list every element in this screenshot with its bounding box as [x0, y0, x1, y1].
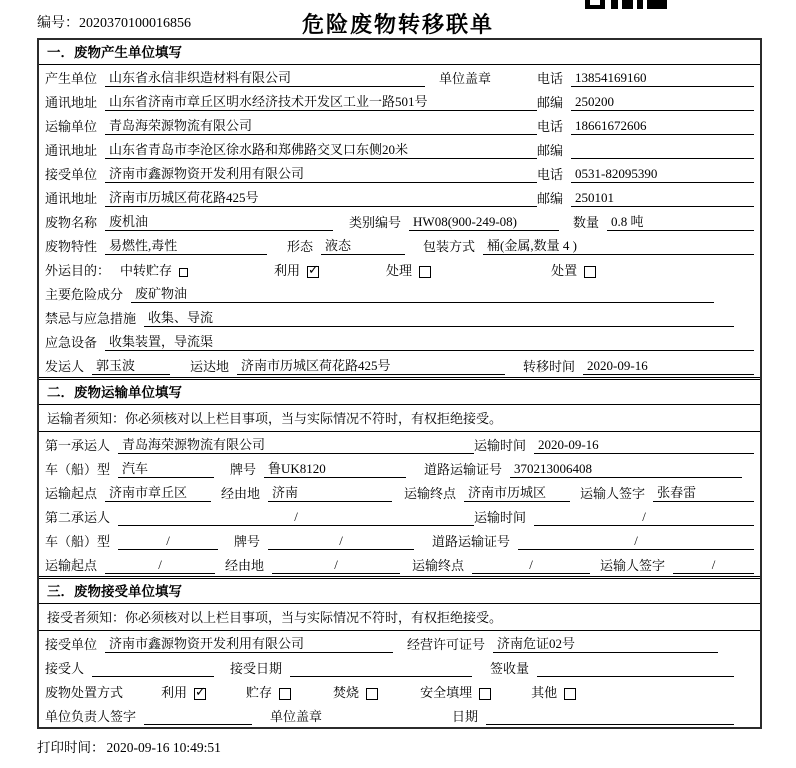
vehicle2-permit-value: / — [518, 532, 754, 550]
section1-title: 一．废物产生单位填写 — [39, 40, 760, 65]
producer-address-value: 山东省济南市章丘区明水经济技术开发区工业一路501号 — [105, 93, 537, 111]
hazard-value: 废矿物油 — [131, 285, 714, 303]
row-emergency-equipment — [39, 329, 760, 353]
purpose-option-transfer-storage — [120, 262, 188, 279]
disposal-option-utilize — [161, 684, 206, 701]
section2-notice: 运输者须知：你必须核对以上栏目事项，当与实际情况不符时，有权拒绝接受。 — [39, 405, 760, 432]
route2-start-value: / — [105, 556, 215, 574]
disposal-option-landfill — [420, 684, 491, 701]
row-receiver-address — [39, 185, 760, 209]
row-disposal-method — [39, 679, 760, 703]
purpose-option-utilize — [274, 262, 319, 279]
accept-unit-value: 济南市鑫源物资开发利用有限公司 — [105, 635, 393, 653]
checkbox-label: 中转贮存 — [120, 263, 173, 278]
transfer-storage-checkbox — [179, 268, 188, 277]
row-waste-props — [39, 233, 760, 257]
transfer-time-value: 2020-09-16 — [583, 357, 754, 375]
transporter-zip-label: 邮编 — [537, 143, 564, 158]
row-producer-unit — [39, 65, 760, 89]
purpose-option-dispose — [551, 262, 596, 279]
utilize-checkbox — [307, 266, 319, 278]
waste-code-label: 类别编号 — [349, 215, 402, 230]
acceptor-label: 接受人 — [45, 661, 85, 676]
producer-unit-label: 产生单位 — [45, 71, 98, 86]
route2-sign-value: / — [673, 556, 754, 574]
route1-start-label: 运输起点 — [45, 486, 98, 501]
waste-props-label: 废物特性 — [45, 239, 98, 254]
transporter-unit-value: 青岛海荣源物流有限公司 — [105, 117, 537, 135]
equipment-value: 收集装置，导流渠 — [105, 333, 754, 351]
route1-via-value: 济南 — [268, 484, 392, 502]
row-route2 — [39, 552, 760, 576]
vehicle1-plate-value: 鲁UK8120 — [264, 460, 406, 478]
row-carrier1 — [39, 432, 760, 456]
section3-title: 三．废物接受单位填写 — [39, 579, 760, 604]
hazard-label: 主要危险成分 — [45, 287, 124, 302]
transfer-time-label: 转移时间 — [523, 359, 576, 374]
print-time — [37, 736, 796, 756]
row-acceptor — [39, 655, 760, 679]
receiver-unit-label: 接受单位 — [45, 167, 98, 182]
receiver-zip-label: 邮编 — [537, 191, 564, 206]
disposal-landfill-checkbox — [479, 688, 491, 700]
treat-checkbox — [419, 266, 431, 278]
transporter-phone-label: 电话 — [537, 119, 564, 134]
disposal-other-checkbox — [564, 688, 576, 700]
transporter-phone-value: 18661672606 — [571, 117, 754, 135]
receipt-qty-label: 签收量 — [490, 661, 530, 676]
row-accept-unit — [39, 631, 760, 655]
route2-start-label: 运输起点 — [45, 558, 98, 573]
waste-qty-label: 数量 — [573, 215, 600, 230]
disposal-option-incinerate — [333, 684, 378, 701]
carrier1-label: 第一承运人 — [45, 438, 111, 453]
page-title: 危险废物转移联单 — [301, 12, 494, 37]
waste-pack-value: 桶(金属,数量 4 ) — [483, 237, 754, 255]
row-waste-name — [39, 209, 760, 233]
checkbox-label: 其他 — [531, 685, 558, 700]
receiver-phone-value: 0531-82095390 — [571, 165, 754, 183]
section3-notice: 接受者须知：你必须核对以上栏目事项，当与实际情况不符时，有权拒绝接受。 — [39, 604, 760, 631]
dispose-checkbox — [584, 266, 596, 278]
row-receiver-unit — [39, 161, 760, 185]
disposal-option-store — [246, 684, 291, 701]
serial-value: 2020370100016856 — [79, 16, 191, 31]
print-time-label: 打印时间： — [37, 740, 105, 755]
route2-sign-label: 运输人签字 — [600, 558, 666, 573]
transporter-unit-label: 运输单位 — [45, 119, 98, 134]
producer-phone-label: 电话 — [537, 71, 564, 86]
route1-via-label: 经由地 — [221, 486, 261, 501]
row-hazard-component — [39, 281, 760, 305]
carrier2-label: 第二承运人 — [45, 510, 111, 525]
sign-date-value — [486, 724, 734, 725]
acceptor-value — [92, 676, 214, 677]
receiver-address-label: 通讯地址 — [45, 191, 98, 206]
unit-seal-label: 单位盖章 — [439, 71, 492, 86]
row-vehicle2 — [39, 528, 760, 552]
sign-date-label: 日期 — [452, 709, 479, 724]
route1-start-value: 济南市章丘区 — [105, 484, 211, 502]
route2-via-value: / — [272, 556, 400, 574]
checkbox-label: 利用 — [161, 685, 188, 700]
checkbox-label: 利用 — [274, 263, 301, 278]
purpose-label: 外运目的： — [45, 263, 111, 278]
receipt-qty-value — [537, 676, 734, 677]
business-permit-label: 经营许可证号 — [407, 637, 486, 652]
serial-label: 编号： — [37, 16, 79, 31]
carrier1-time-value: 2020-09-16 — [534, 436, 754, 454]
carrier2-value: / — [118, 508, 474, 526]
business-permit-value: 济南危证02号 — [493, 635, 718, 653]
receiver-zip-value: 250101 — [571, 189, 754, 207]
waste-pack-label: 包装方式 — [423, 239, 476, 254]
vehicle2-plate-label: 牌号 — [234, 534, 261, 549]
producer-address-label: 通讯地址 — [45, 95, 98, 110]
waste-qty-value: 0.8 吨 — [607, 213, 754, 231]
vehicle2-type-value: / — [118, 532, 218, 550]
serial-number — [37, 12, 191, 32]
transporter-address-value: 山东省青岛市李沧区徐水路和郑佛路交叉口东侧20米 — [105, 141, 537, 159]
dispatcher-label: 发运人 — [45, 359, 85, 374]
disposal-method-label: 废物处置方式 — [45, 685, 124, 700]
destination-label: 运达地 — [190, 359, 230, 374]
waste-props-value: 易燃性,毒性 — [105, 237, 267, 255]
destination-value: 济南市历城区荷花路425号 — [237, 357, 505, 375]
transfer-form — [37, 38, 762, 729]
vehicle2-plate-value: / — [268, 532, 414, 550]
waste-code-value: HW08(900-249-08) — [409, 213, 559, 231]
vehicle1-type-label: 车（船）型 — [45, 462, 111, 477]
waste-name-label: 废物名称 — [45, 215, 98, 230]
vehicle2-type-label: 车（船）型 — [45, 534, 111, 549]
disposal-utilize-checkbox — [194, 688, 206, 700]
responsible-sign-value — [144, 724, 252, 725]
producer-zip-label: 邮编 — [537, 95, 564, 110]
carrier2-time-label: 运输时间 — [474, 510, 527, 525]
receiver-unit-value: 济南市鑫源物资开发利用有限公司 — [105, 165, 537, 183]
row-carrier2 — [39, 504, 760, 528]
route1-sign-value: 张春雷 — [653, 484, 754, 502]
responsible-sign-label: 单位负责人签字 — [45, 709, 137, 724]
vehicle1-permit-label: 道路运输证号 — [424, 462, 503, 477]
waste-name-value: 废机油 — [105, 213, 333, 231]
equipment-label: 应急设备 — [45, 335, 98, 350]
unit-seal-label: 单位盖章 — [270, 709, 323, 724]
page-header — [0, 0, 796, 36]
checkbox-label: 处理 — [386, 263, 413, 278]
checkbox-label: 贮存 — [246, 685, 273, 700]
route2-via-label: 经由地 — [225, 558, 265, 573]
row-responsible-sign — [39, 703, 760, 727]
receiver-address-value: 济南市历城区荷花路425号 — [105, 189, 537, 207]
receiver-phone-label: 电话 — [537, 167, 564, 182]
row-producer-address — [39, 89, 760, 113]
disposal-incinerate-checkbox — [366, 688, 378, 700]
row-transporter-unit — [39, 113, 760, 137]
row-route1 — [39, 480, 760, 504]
producer-unit-value: 山东省永信非织造材料有限公司 — [105, 69, 425, 87]
vehicle1-type-value: 汽车 — [118, 460, 214, 478]
taboo-value: 收集、导流 — [144, 309, 734, 327]
taboo-label: 禁忌与应急措施 — [45, 311, 137, 326]
route1-sign-label: 运输人签字 — [580, 486, 646, 501]
waste-form-label: 形态 — [287, 239, 314, 254]
producer-phone-value: 13854169160 — [571, 69, 754, 87]
accept-unit-label: 接受单位 — [45, 637, 98, 652]
vehicle1-plate-label: 牌号 — [230, 462, 257, 477]
accept-date-label: 接受日期 — [230, 661, 283, 676]
route2-end-value: / — [472, 556, 590, 574]
checkbox-label: 安全填埋 — [420, 685, 473, 700]
transporter-address-label: 通讯地址 — [45, 143, 98, 158]
row-vehicle1 — [39, 456, 760, 480]
row-dispatcher — [39, 353, 760, 377]
checkbox-label: 处置 — [551, 263, 578, 278]
vehicle2-permit-label: 道路运输证号 — [432, 534, 511, 549]
waste-form-value: 液态 — [321, 237, 405, 255]
route2-end-label: 运输终点 — [412, 558, 465, 573]
producer-zip-value: 250200 — [571, 93, 754, 111]
transporter-zip-value — [571, 158, 754, 159]
accept-date-value — [290, 676, 472, 677]
checkbox-label: 焚烧 — [333, 685, 360, 700]
row-transfer-purpose — [39, 257, 760, 281]
carrier1-time-label: 运输时间 — [474, 438, 527, 453]
route1-end-value: 济南市历城区 — [464, 484, 570, 502]
dispatcher-value: 郭玉波 — [92, 357, 170, 375]
carrier1-value: 青岛海荣源物流有限公司 — [118, 436, 474, 454]
vehicle1-permit-value: 370213006408 — [510, 460, 742, 478]
row-transporter-address — [39, 137, 760, 161]
print-time-value: 2020-09-16 10:49:51 — [106, 740, 221, 755]
row-taboo-measures — [39, 305, 760, 329]
qr-code-fragment-icon — [585, 0, 667, 9]
carrier2-time-value: / — [534, 508, 754, 526]
section2-title: 二．废物运输单位填写 — [39, 380, 760, 405]
disposal-store-checkbox — [279, 688, 291, 700]
disposal-option-other — [531, 684, 576, 701]
purpose-option-treat — [386, 262, 431, 279]
route1-end-label: 运输终点 — [404, 486, 457, 501]
